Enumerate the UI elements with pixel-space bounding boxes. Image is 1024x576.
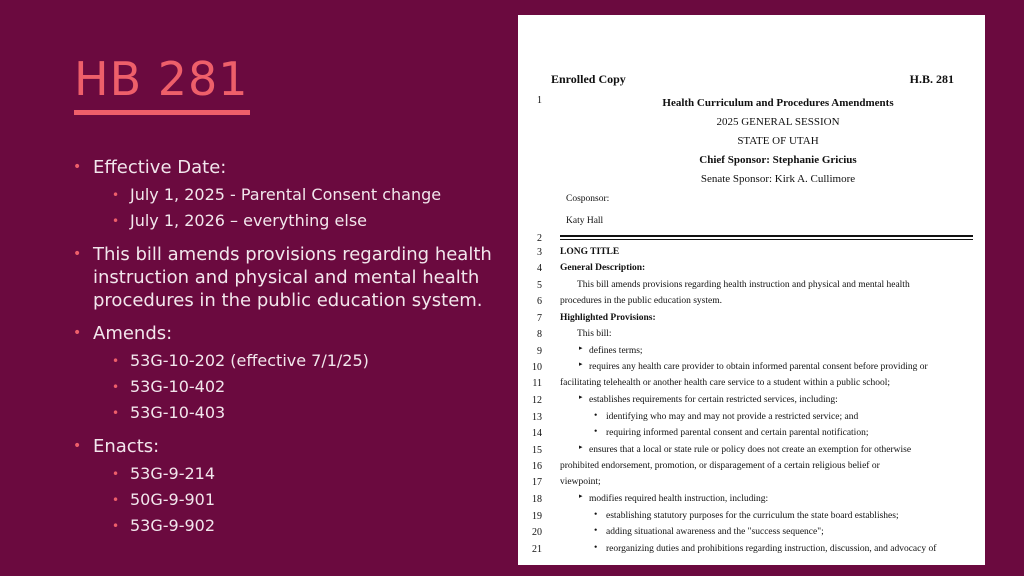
bullet-summary: • This bill amends provisions regarding health instruction and physical and mental health procedures in the public education system.: [73, 243, 493, 312]
sub-bullet: • 53G-10-202 (effective 7/1/25): [73, 348, 493, 374]
triangle-bullet-icon: ▸: [579, 344, 583, 352]
doc-line: identifying who may and may not provide a restricted service; and: [606, 412, 859, 422]
doc-line: viewpoint;: [560, 477, 601, 487]
cosponsor-label: Cosponsor:: [566, 194, 610, 204]
line-number: 10: [532, 362, 542, 373]
doc-line: Highlighted Provisions:: [560, 313, 656, 323]
dot-bullet-icon: •: [594, 510, 598, 520]
doc-line: General Description:: [560, 263, 646, 273]
doc-line: This bill amends provisions regarding health instruction and physical and mental health: [577, 280, 910, 290]
bill-number: H.B. 281: [909, 72, 954, 86]
line-number: 21: [532, 544, 542, 555]
chief-sponsor: Chief Sponsor: Stephanie Gricius: [699, 154, 857, 166]
bullet-list: [73, 156, 493, 539]
line-number: 9: [537, 346, 542, 357]
bill-document-image: [518, 15, 985, 565]
doc-line: LONG TITLE: [560, 247, 620, 257]
triangle-bullet-icon: ▸: [579, 360, 583, 368]
triangle-bullet-icon: ▸: [579, 492, 583, 500]
line-number: 14: [532, 428, 542, 439]
bullet-enacts: • Enacts:: [73, 435, 493, 458]
line-number: 2: [537, 233, 542, 244]
doc-line: procedures in the public education system.: [560, 296, 722, 306]
sub-bullet: • 50G-9-901: [73, 487, 493, 513]
bullet-effective-date: • Effective Date:: [73, 156, 493, 179]
doc-line: requiring informed parental consent and certain parental notification;: [606, 428, 869, 438]
line-number: 19: [532, 511, 542, 522]
triangle-bullet-icon: ▸: [579, 393, 583, 401]
enrolled-copy-label: Enrolled Copy: [551, 72, 626, 86]
divider: [560, 235, 973, 237]
line-number: 11: [532, 378, 542, 389]
cosponsor-name: Katy Hall: [566, 216, 604, 226]
line-number: 17: [532, 477, 542, 488]
line-number: 4: [537, 263, 542, 274]
dot-bullet-icon: •: [594, 543, 598, 553]
doc-line: ensures that a local or state rule or policy does not create an exemption for otherwise: [589, 445, 912, 455]
session: 2025 GENERAL SESSION: [716, 116, 840, 128]
sub-bullet: • 53G-10-402: [73, 374, 493, 400]
line-number: 20: [532, 527, 542, 538]
line-number: 18: [532, 494, 542, 505]
senate-sponsor: Senate Sponsor: Kirk A. Cullimore: [700, 173, 856, 185]
line-number: 15: [532, 445, 542, 456]
doc-line: establishing statutory purposes for the curriculum the state board establishes;: [606, 511, 899, 521]
line-number: 6: [537, 296, 542, 307]
divider: [560, 239, 973, 240]
slide-title: HB 281: [74, 52, 249, 106]
bill-title: Health Curriculum and Procedures Amendments: [662, 97, 894, 109]
line-number: 12: [532, 395, 542, 406]
doc-line: reorganizing duties and prohibitions regarding instruction, discussion, and advocacy of: [606, 544, 937, 554]
sub-bullet: • 53G-9-214: [73, 461, 493, 487]
doc-line: prohibited endorsement, promotion, or disparagement of a certain religious belief or: [560, 461, 880, 471]
line-number: 7: [537, 313, 542, 324]
line-number: 1: [537, 95, 542, 106]
doc-line: establishes requirements for certain restricted services, including:: [589, 395, 838, 405]
sub-bullet: • July 1, 2026 – everything else: [73, 208, 493, 234]
doc-line: This bill:: [577, 329, 612, 339]
state: STATE OF UTAH: [737, 135, 819, 147]
sub-bullet: • 53G-9-902: [73, 513, 493, 539]
doc-line: requires any health care provider to obtain informed parental consent before providing or: [589, 362, 928, 372]
line-number: 3: [537, 247, 542, 258]
bullet-amends: • Amends:: [73, 322, 493, 345]
doc-line: modifies required health instruction, including:: [589, 494, 769, 504]
sub-bullet: • July 1, 2025 - Parental Consent change: [73, 182, 493, 208]
line-number: 8: [537, 329, 542, 340]
triangle-bullet-icon: ▸: [579, 443, 583, 451]
line-number: 5: [537, 280, 542, 291]
doc-line: defines terms;: [589, 346, 643, 356]
dot-bullet-icon: •: [594, 411, 598, 421]
doc-line: adding situational awareness and the "success sequence";: [606, 527, 824, 537]
sub-bullet: • 53G-10-403: [73, 400, 493, 426]
title-underline: [74, 110, 250, 115]
dot-bullet-icon: •: [594, 526, 598, 536]
doc-line: facilitating telehealth or another health care service to a student within a public school;: [560, 378, 891, 388]
line-number: 13: [532, 412, 542, 423]
line-number: 16: [532, 461, 542, 472]
dot-bullet-icon: •: [594, 427, 598, 437]
